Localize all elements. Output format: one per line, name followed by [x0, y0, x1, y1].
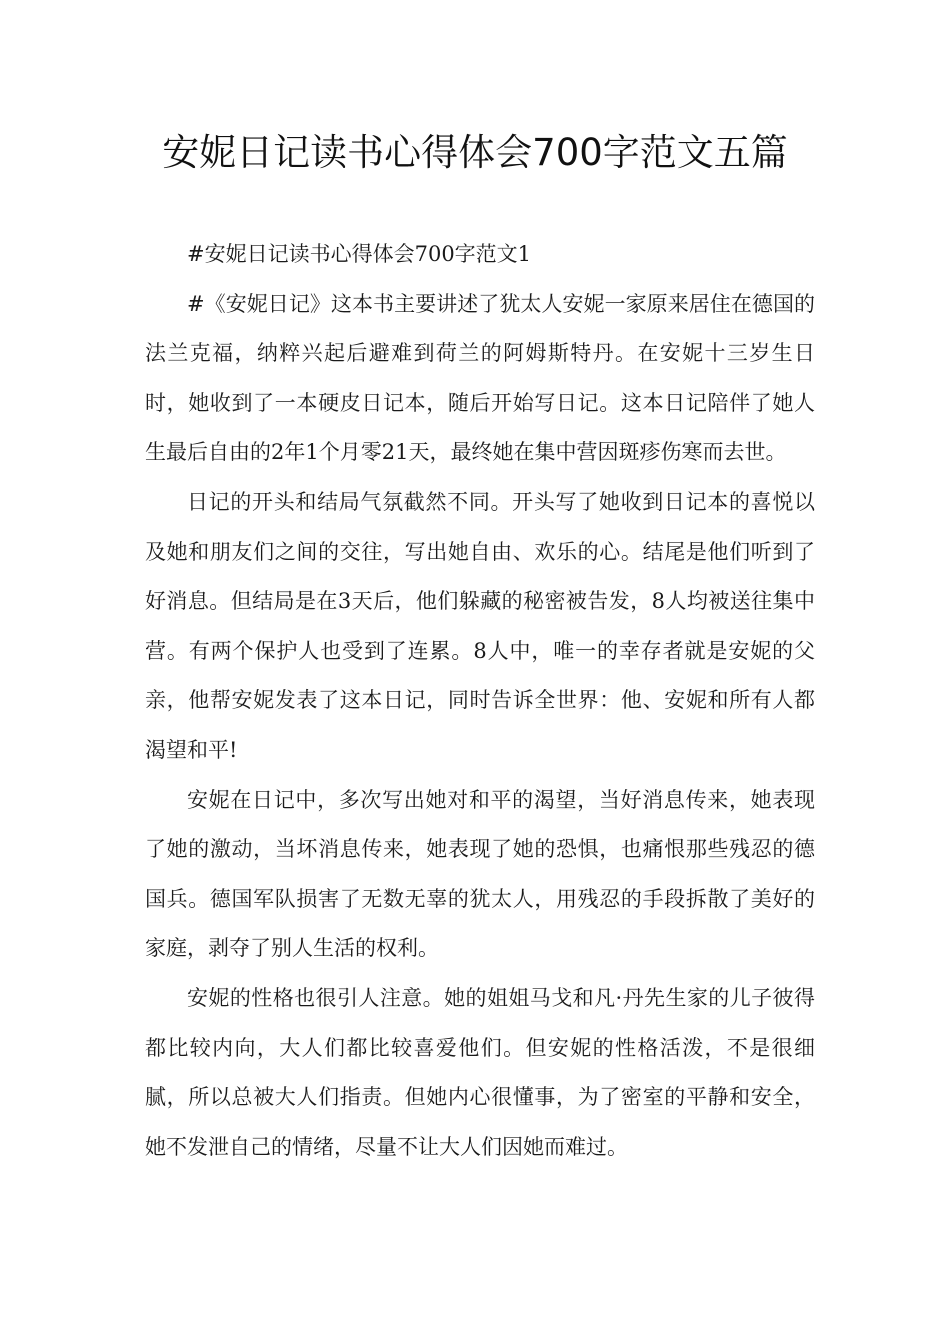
document-title: 安妮日记读书心得体会700字范文五篇: [162, 131, 788, 174]
paragraph-1: #《安妮日记》这本书主要讲述了犹太人安妮一家原来居住在德国的法兰克福，纳粹兴起后避难到荷兰的阿姆斯特丹。在安妮十三岁生日时，她收到了一本硬皮日记本，随后开始写日记。这本日记陪伴了她人生最后自由的2年1个月零21天，最终她在集中营因斑疹伤寒而去世。: [145, 291, 815, 465]
paragraph-4: 安妮的性格也很引人注意。她的姐姐马戈和凡·丹先生家的儿子彼得都比较内向，大人们都比较喜爱他们。但安妮的性格活泼，不是很细腻，所以总被大人们指责。但她内心很懂事，为了密室的平静和安全，她不发泄自己的情绪，尽量不让大人们因她而难过。: [145, 985, 815, 1159]
paragraph-3: 安妮在日记中，多次写出她对和平的渴望，当好消息传来，她表现了她的激动，当坏消息传来，她表现了她的恐惧，也痛恨那些残忍的德国兵。德国军队损害了无数无辜的犹太人，用残忍的手段拆散了美好的家庭，剥夺了别人生活的权利。: [145, 787, 815, 961]
document-body: [145, 230, 815, 1172]
section-heading: #安妮日记读书心得体会700字范文1: [187, 242, 532, 266]
paragraph-2: 日记的开头和结局气氛截然不同。开头写了她收到日记本的喜悦以及她和朋友们之间的交往，写出她自由、欢乐的心。结尾是他们听到了好消息。但结局是在3天后，他们躲藏的秘密被告发，8人均被送往集中营。有两个保护人也受到了连累。8人中，唯一的幸存者就是安妮的父亲，他帮安妮发表了这本日记，同时告诉全世界：他、安妮和所有人都渴望和平!: [145, 489, 815, 762]
